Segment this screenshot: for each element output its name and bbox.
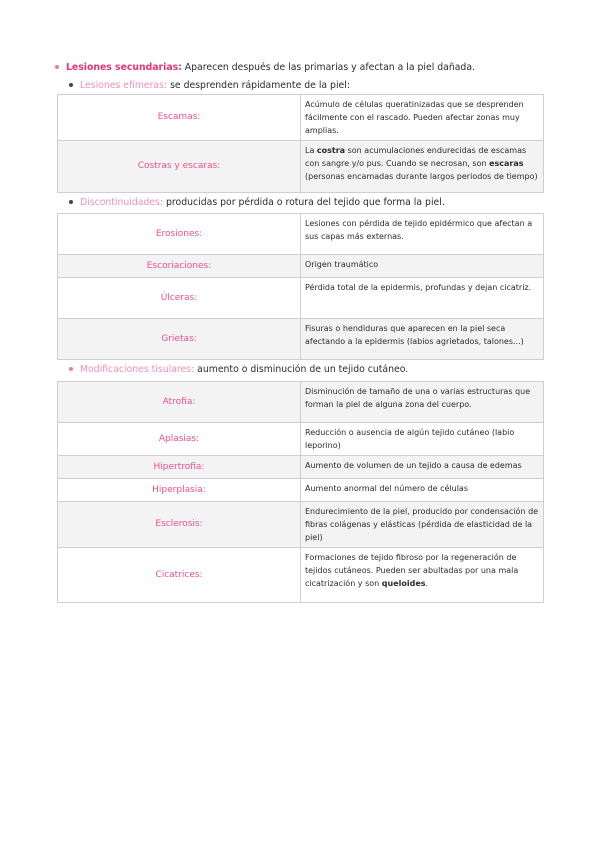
row-description: Aumento de volumen de un tejido a causa de edemas bbox=[301, 456, 544, 479]
bullet-label: Lesiones secundarias: bbox=[66, 62, 182, 73]
row-description: Lesiones con pérdida de tejido epidérmico que afectan a sus capas más externas. bbox=[301, 214, 544, 255]
table-row bbox=[58, 502, 544, 548]
table-row bbox=[58, 95, 544, 141]
bullet-dot bbox=[55, 65, 59, 69]
table-row bbox=[58, 214, 544, 255]
bullet-dot bbox=[69, 200, 73, 204]
table-row bbox=[58, 479, 544, 502]
bullet-dot bbox=[69, 367, 73, 371]
bullet-lesiones-efimeras bbox=[69, 80, 350, 92]
bullet-discontinuidades bbox=[69, 197, 445, 209]
row-label: Atrofia: bbox=[58, 382, 301, 423]
table-row bbox=[58, 141, 544, 193]
bullet-modificaciones-tisulares bbox=[69, 364, 408, 376]
row-label: Costras y escaras: bbox=[58, 141, 301, 193]
table-row bbox=[58, 255, 544, 278]
bullet-text: se desprenden rápidamente de la piel: bbox=[167, 80, 350, 91]
row-description: Acúmulo de células queratinizadas que se desprenden fácilmente con el rascado. Pueden afectar zonas muy amplias. bbox=[301, 95, 544, 141]
bullet-label: Discontinuidades: bbox=[80, 197, 164, 208]
row-description: Disminución de tamaño de una o varias estructuras que forman la piel de alguna zona del cuerpo. bbox=[301, 382, 544, 423]
row-label: Úlceras: bbox=[58, 278, 301, 319]
row-label: Aplasias: bbox=[58, 423, 301, 456]
bullet-text: Aparecen después de las primarias y afectan a la piel dañada. bbox=[181, 62, 475, 73]
table-row bbox=[58, 278, 544, 319]
row-description: Origen traumático bbox=[301, 255, 544, 278]
row-label: Grietas: bbox=[58, 319, 301, 360]
row-description: Endurecimiento de la piel, producido por condensación de fibras colágenas y elásticas (pérdida de elasticidad de la piel) bbox=[301, 502, 544, 548]
row-description: Aumento anormal del número de células bbox=[301, 479, 544, 502]
bullet-lesiones-secundarias bbox=[55, 62, 475, 74]
bullet-dot bbox=[69, 83, 73, 87]
row-label: Cicatrices: bbox=[58, 548, 301, 603]
table-row bbox=[58, 548, 544, 603]
row-description: Formaciones de tejido fibroso por la regeneración de tejidos cutáneos. Pueden ser abultadas por una mala cicatrización y son queloides. bbox=[301, 548, 544, 603]
table-row bbox=[58, 382, 544, 423]
table-lesiones-efimeras bbox=[57, 94, 544, 193]
row-description: Fisuras o hendiduras que aparecen en la piel seca afectando a la epidermis (labios agrietados, talones...) bbox=[301, 319, 544, 360]
bullet-text: producidas por pérdida o rotura del tejido que forma la piel. bbox=[163, 197, 445, 208]
row-label: Hiperplasia: bbox=[58, 479, 301, 502]
bullet-text: aumento o disminución de un tejido cutáneo. bbox=[194, 364, 409, 375]
row-description: Reducción o ausencia de algún tejido cutáneo (labio leporino) bbox=[301, 423, 544, 456]
row-label: Erosiones: bbox=[58, 214, 301, 255]
table-row bbox=[58, 423, 544, 456]
bullet-label: Modificaciones tisulares: bbox=[80, 364, 195, 375]
row-description: La costra son acumulaciones endurecidas de escamas con sangre y/o pus. Cuando se necrosan, son escaras (personas encamadas durante largos periodos de tiempo) bbox=[301, 141, 544, 193]
table-modificaciones-tisulares bbox=[57, 381, 544, 603]
row-label: Esclerosis: bbox=[58, 502, 301, 548]
bullet-label: Lesiones efímeras: bbox=[80, 80, 168, 91]
row-label: Escamas: bbox=[58, 95, 301, 141]
row-label: Hipertrofia: bbox=[58, 456, 301, 479]
row-description: Pérdida total de la epidermis, profundas y dejan cicatriz. bbox=[301, 278, 544, 319]
table-row bbox=[58, 456, 544, 479]
table-row bbox=[58, 319, 544, 360]
row-label: Escoriaciones: bbox=[58, 255, 301, 278]
table-discontinuidades bbox=[57, 213, 544, 360]
